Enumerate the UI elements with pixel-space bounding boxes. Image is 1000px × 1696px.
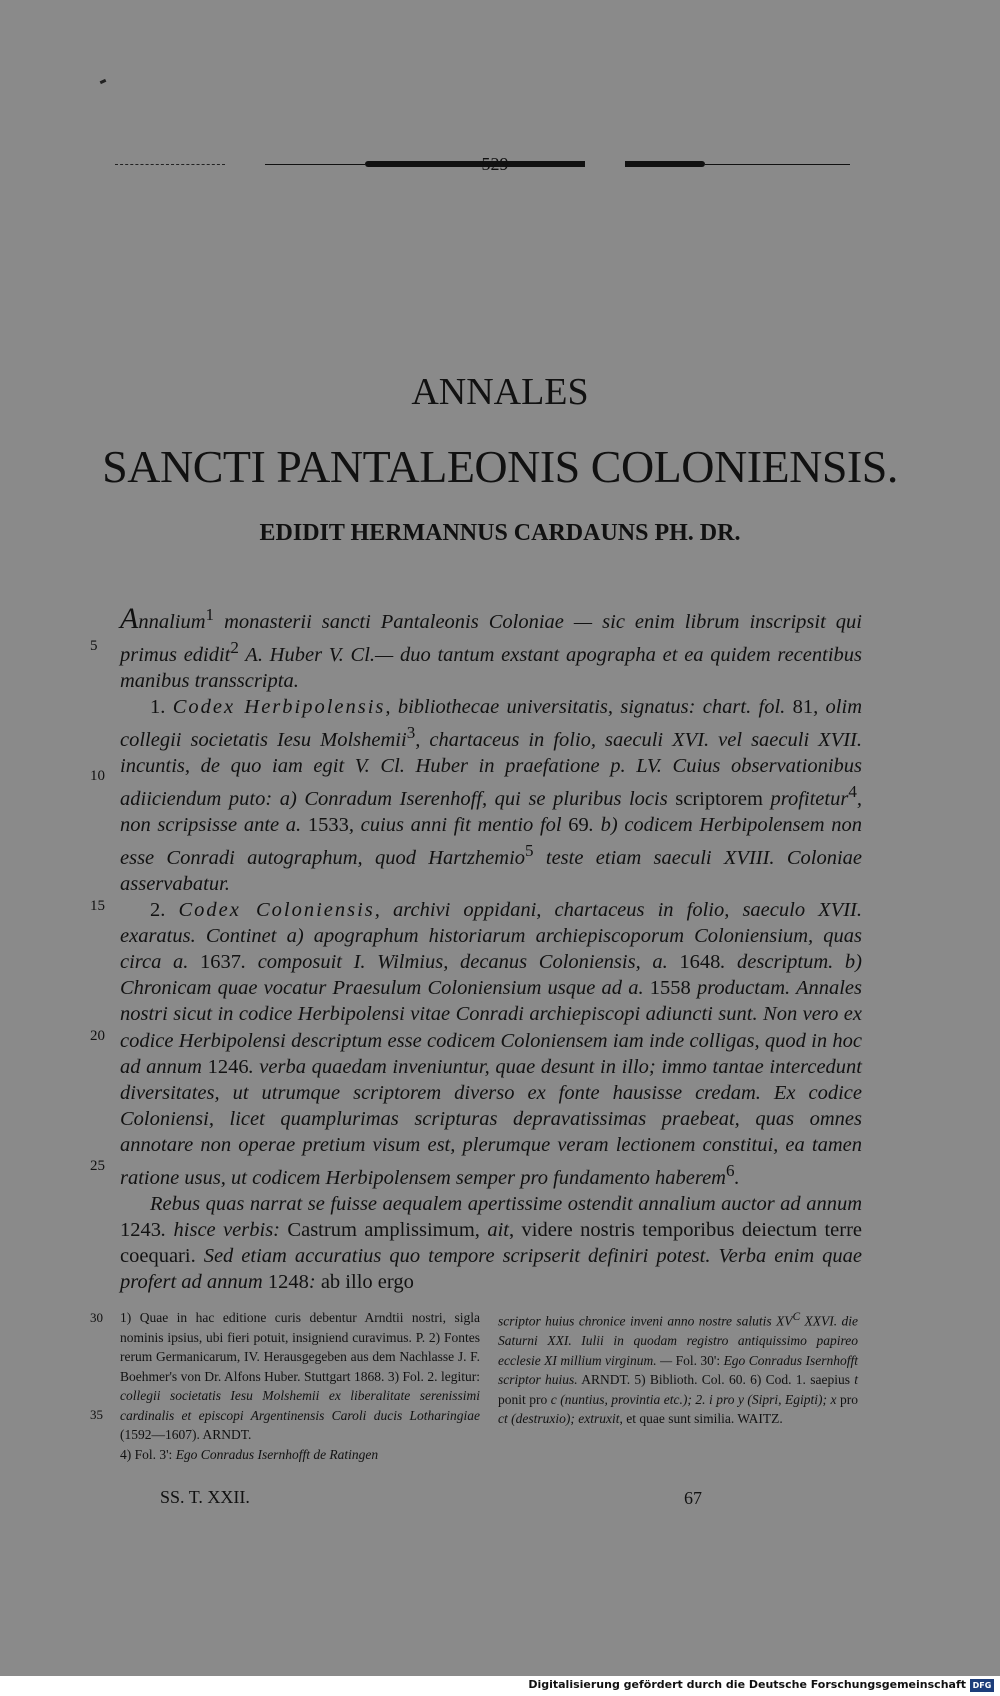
paragraph-codex-herbipolensis: 1. Codex Herbipolensis, bibliothecae universitatis, signatus: chart. fol. 81, olim collegii societatis Iesu Molshemii$^3$, chartaceus in folio, saeculi XVI. vel saeculi XVII. incuntis, de quo iam egit V. Cl. Huber in praefatione p. LV. Cuius observationibus adiiciendum puto: a) Conradum Iserenhoff, qui se pluribus locis scriptorem profitetur$^4$, non scripsisse ante a. 1533, cuius anni fit mentio fol 69. b) codicem Herbipolensem non esse Conradi autographum, quod Hartzhemio$^5$ teste etiam saeculi XVIII. Coloniae asservabatur. (120, 695, 862, 895)
line-number: 10 (90, 768, 105, 784)
paragraph-rebus: Rebus quas narrat se fuisse aequalem apertissime ostendit annalium auctor ad annum 1243. hisce verbis: Castrum amplissimum, ait, videre nostris temporibus deiectum terre coequari. Sed etiam accuratius quo tempore scripserit definiri potest. Verba enim quae profert ad annum 1248: ab illo ergo (120, 1192, 862, 1294)
title-annales: ANNALES (411, 371, 589, 413)
dfg-credit-text: Digitalisierung gefördert durch die Deutsche Forschungsgemeinschaft (528, 1678, 966, 1691)
footnotes-right-column: scriptor huius chronice inveni anno nostre salutis $XV^C$ XXVI. die Saturni XXI. Iulii in quodam registro antiquissimo papireo ecclesie XI millium virginum. — Fol. 30': Ego Conradus Isernhofft scriptor huius. ARNDT. 5) Biblioth. Col. 60. 6) Cod. 1. saepius t ponit pro c (nuntius, provintia etc.); 2. i pro y (Sipri, Egipti); x pro ct (destruxio); extruxit, et quae sunt similia. WAITZ. (498, 1311, 858, 1426)
line-number: 35 (90, 1407, 103, 1422)
line-number: 20 (90, 1028, 105, 1044)
title-main: SANCTI PANTALEONIS COLONIENSIS. (102, 441, 898, 492)
volume-signature: SS. T. XXII. (160, 1487, 250, 1507)
paragraph-intro: Annalium$^1$ monasterii sancti Pantaleonis Coloniae — sic enim librum inscripsit qui primus edidit$^2$ A. Huber V. Cl.— duo tantum exstant apographa et ea quidem recentibus manibus transscripta. (120, 601, 862, 692)
line-number: 15 (90, 898, 105, 914)
page-number: 529 (481, 154, 509, 174)
footnotes-left-column: 1) Quae in hac editione curis debentur Arndtii nostri, sigla nominis ipsius, ubi fieri potuit, insigniend curavimus. P. 2) Fontes rerum Germanicarum, IV. Herausgegeben aus dem Nachlasse J. F. Boehmer's von Dr. Alfons Huber. Stuttgart 1868. 3) Fol. 2. legitur: collegii societatis Iesu Molshemii ex liberalitate serenissimi cardinalis et episcopi Argentinensis Caroli ducis Lotharingiae (1592—1607). ARNDT. 4) Fol. 3': Ego Conradus Isernhofft de Ratingen (120, 1310, 480, 1462)
dfg-logo[interactable]: DFG (970, 1679, 994, 1692)
line-number: 30 (90, 1310, 103, 1325)
paragraph-codex-coloniensis: 2. Codex Coloniensis, archivi oppidani, chartaceus in folio, saeculo XVII. exaratus. Continet a) apographum historiarum archiepiscoporum Coloniensium, quas circa a. 1637. composuit I. Wilmius, decanus Coloniensis, a. 1648. descriptum. b) Chronicam quae vocatur Praesulum Coloniensium usque ad a. 1558 productam. Annales nostri sicut in codice Herbipolensi vitae Conradi archiepiscopi adiuncti sunt. Non vero ex codice Herbipolensi descriptum esse codicem Coloniensem iam inde colligas, quod in hoc ad annum 1246. verba quaedam inveniuntur, quae desunt in illo; immo tantae intercedunt diversitates, ut utrumque scriptorem diverso ex fonte hausisse credam. Ex codice Coloniensi, licet quamplurimas scripturas depravatissimas praebeat, quas omnes annotare non operae pretium visum est, plerumque veram lectionem constitui, ea tamen ratione usus, ut codicem Herbipolensem semper pro fundamento haberem$^6$. (120, 899, 863, 1189)
scan-speck (100, 79, 107, 84)
line-number: 5 (90, 638, 98, 654)
main-text (120, 602, 862, 1295)
dfg-footer-bar (0, 1676, 1000, 1696)
header-ornament-rule (115, 155, 745, 175)
sheet-number: 67 (684, 1488, 702, 1508)
line-number: 25 (90, 1158, 105, 1174)
title-editor: EDIDIT HERMANNUS CARDAUNS PH. DR. (259, 520, 741, 546)
